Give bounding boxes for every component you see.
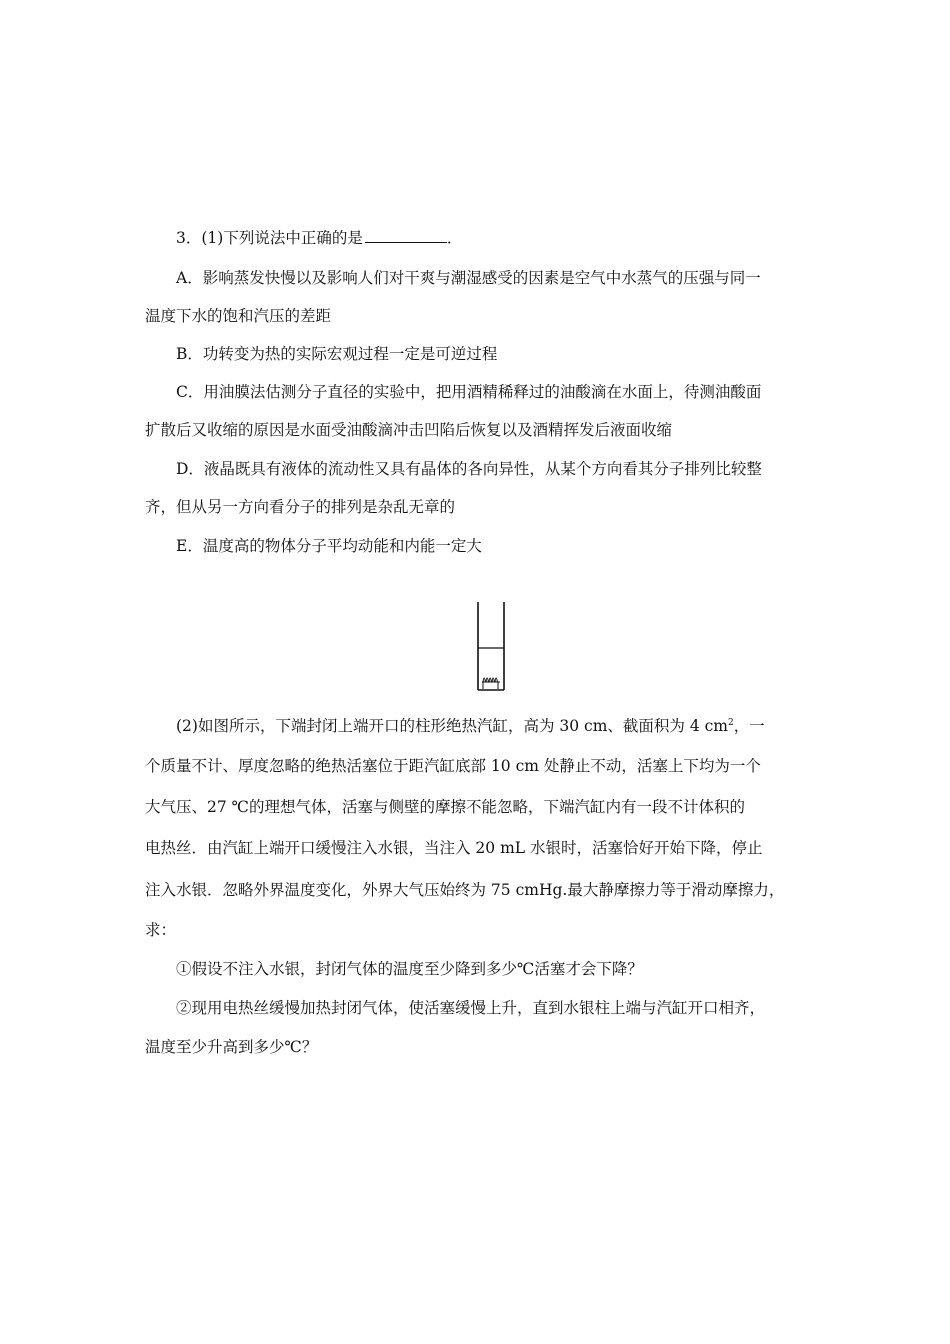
sub-question-2-line1: ②现用电热丝缓慢加热封闭气体，使活塞缓慢上升，直到水银柱上端与汽缸开口相齐， bbox=[176, 999, 766, 1017]
option-c-line2: 扩散后又收缩的原因是水面受油酸滴冲击凹陷后恢复以及酒精挥发后液面收缩 bbox=[145, 421, 673, 439]
option-a-line2: 温度下水的饱和汽压的差距 bbox=[145, 307, 332, 325]
cylinder-diagram bbox=[470, 602, 510, 694]
option-e: E．温度高的物体分子平均动能和内能一定大 bbox=[176, 537, 482, 555]
squared-superscript: 2 bbox=[728, 717, 734, 728]
part2-line1-text: (2)如图所示，下端封闭上端开口的柱形绝热汽缸，高为 30 cm、截面积为 4 cm bbox=[176, 717, 729, 735]
option-c-line1: C．用油膜法估测分子直径的实验中，把用酒精稀释过的油酸滴在水面上，待测油酸面 bbox=[176, 383, 762, 401]
option-d-line1: D．液晶既具有液体的流动性又具有晶体的各向异性，从某个方向看其分子排列比较整 bbox=[176, 460, 762, 478]
part2-line5: 注入水银．忽略外界温度变化，外界大气压始终为 75 cmHg.最大静摩擦力等于滑动摩擦力， bbox=[145, 881, 785, 899]
part2-line2: 个质量不计、厚度忽略的绝热活塞位于距汽缸底部 10 cm 处静止不动，活塞上下均为一个 bbox=[145, 757, 761, 775]
option-a-line1: A．影响蒸发快慢以及影响人们对干爽与潮湿感受的因素是空气中水蒸气的压强与同一 bbox=[176, 269, 761, 287]
part2-line1-end: ，一 bbox=[733, 717, 765, 735]
sub-question-1: ①假设不注入水银，封闭气体的温度至少降到多少℃活塞才会下降？ bbox=[176, 960, 643, 978]
question-header-end: ． bbox=[446, 229, 463, 247]
question-header-text: 3．(1)下列说法中正确的是 bbox=[176, 229, 363, 247]
option-b: B．功转变为热的实际宏观过程一定是可逆过程 bbox=[176, 345, 498, 363]
sub-question-2-line2: 温度至少升高到多少℃？ bbox=[145, 1038, 318, 1056]
part2-line6: 求： bbox=[145, 921, 177, 939]
part2-line1 bbox=[176, 716, 765, 736]
part2-line4: 电热丝．由汽缸上端开口缓慢注入水银，当注入 20 mL 水银时，活塞恰好开始下降，停止 bbox=[145, 839, 763, 857]
answer-blank bbox=[365, 228, 447, 243]
option-d-line2: 齐，但从另一方向看分子的排列是杂乱无章的 bbox=[145, 498, 456, 516]
part2-line3: 大气压、27 ℃的理想气体，活塞与侧壁的摩擦不能忽略，下端汽缸内有一段不计体积的 bbox=[145, 798, 745, 816]
heating-coil-icon bbox=[482, 678, 500, 689]
question-header bbox=[176, 228, 462, 248]
